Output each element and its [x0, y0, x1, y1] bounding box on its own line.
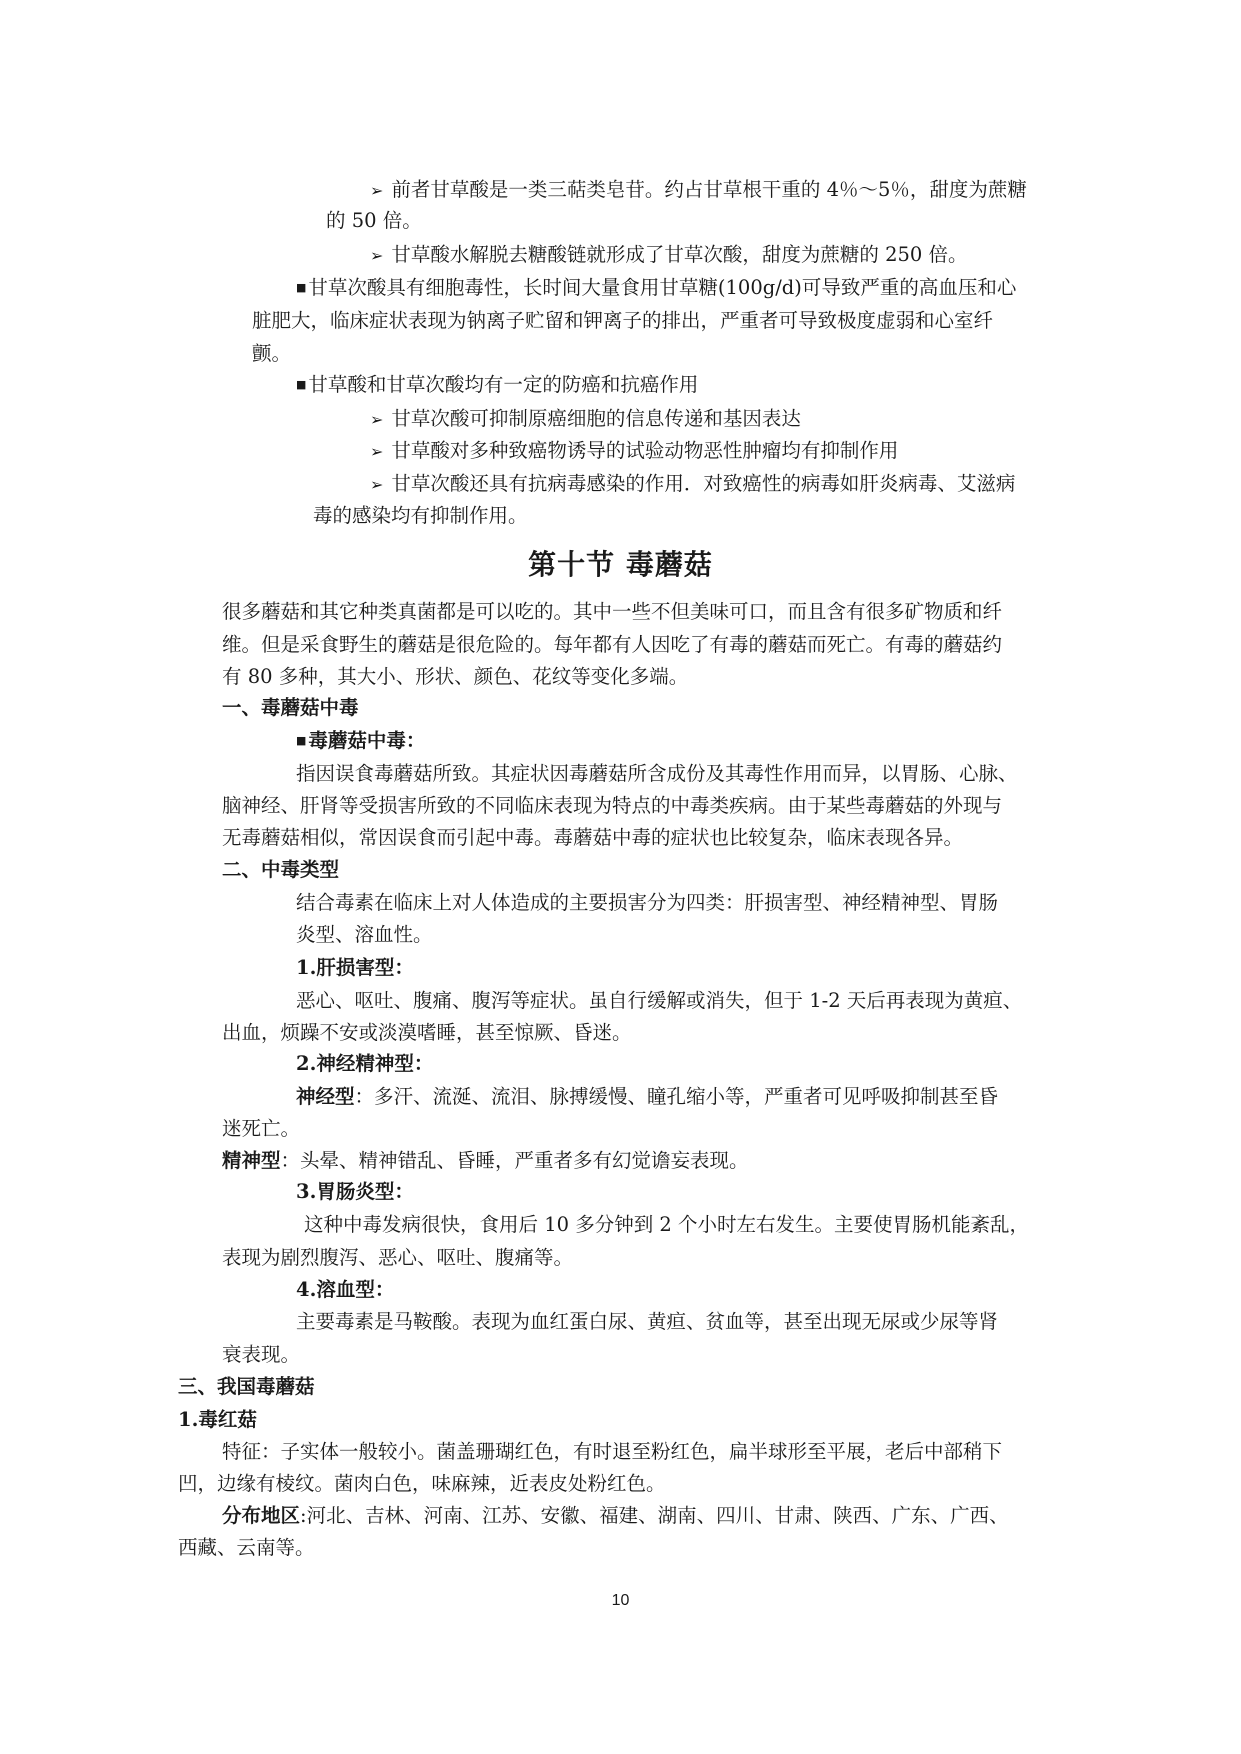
text-line: 迷死亡。: [222, 1117, 301, 1140]
bullet-sub: ➢ 甘草次酸可抑制原癌细胞的信息传递和基因表达: [370, 407, 801, 430]
bullet-glycyrrhizic-acid: ➢ 前者甘草酸是一类三萜类皂苷。约占甘草根干重的 4％～5％，甜度为蔗糖: [370, 178, 1027, 201]
psycho-line: 精神型：头晕、精神错乱、昏睡，严重者多有幻觉谵妄表现。: [222, 1149, 749, 1172]
text-line: 的 50 倍。: [326, 209, 422, 232]
bullet-sub: ➢ 甘草次酸还具有抗病毒感染的作用．对致癌性的病毒如肝炎病毒、艾滋病: [370, 472, 1016, 495]
type3-heading: 3.胃肠炎型：: [296, 1180, 414, 1203]
subheading-poisoning: ■ 毒蘑菇中毒：: [296, 729, 426, 752]
bullet-anticancer: ■ 甘草酸和甘草次酸均有一定的防癌和抗癌作用: [296, 373, 699, 396]
type4-heading: 4.溶血型：: [296, 1278, 395, 1301]
text-line: 毒的感染均有抑制作用。: [313, 504, 528, 527]
text-line: 主要毒素是马鞍酸。表现为血红蛋白尿、黄疸、贫血等，甚至出现无尿或少尿等肾: [296, 1310, 999, 1333]
text-line: 恶心、呕吐、腹痛、腹泻等症状。虽自行缓解或消失，但于 1-2 天后再表现为黄疸、: [296, 989, 1023, 1012]
intro-line: 维。但是采食野生的蘑菇是很危险的。每年都有人因吃了有毒的蘑菇而死亡。有毒的蘑菇约: [222, 633, 1003, 656]
intro-line: 很多蘑菇和其它种类真菌都是可以吃的。其中一些不但美味可口，而且含有很多矿物质和纤: [222, 600, 1003, 623]
text-line: 脏肥大，临床症状表现为钠离子贮留和钾离子的排出，严重者可导致极度虚弱和心室纤: [252, 309, 994, 332]
arrow-bullet-icon: ➢: [370, 246, 384, 265]
type1-heading: 1.肝损害型：: [296, 956, 414, 979]
type2-heading: 2.神经精神型：: [296, 1052, 434, 1075]
square-bullet-icon: ■: [296, 281, 307, 294]
text-line: 指因误食毒蘑菇所致。其症状因毒蘑菇所含成份及其毒性作用而异，以胃肠、心脉、: [296, 762, 1018, 785]
distribution-line: 分布地区:河北、吉林、河南、江苏、安徽、福建、湖南、四川、甘肃、陕西、广东、广西、: [222, 1504, 1009, 1527]
section-title: 第十节 毒蘑菇: [528, 548, 713, 581]
mushroom1-heading: 1.毒红菇: [178, 1408, 257, 1431]
bullet-glycyrrhetinic-acid: ➢ 甘草酸水解脱去糖酸链就形成了甘草次酸，甜度为蔗糖的 250 倍。: [370, 243, 968, 266]
text-line: 脑神经、肝肾等受损害所致的不同临床表现为特点的中毒类疾病。由于某些毒蘑菇的外现与: [222, 794, 1003, 817]
arrow-bullet-icon: ➢: [370, 181, 384, 200]
text-line: 结合毒素在临床上对人体造成的主要损害分为四类：肝损害型、神经精神型、胃肠: [296, 891, 999, 914]
neuro-line: 神经型：多汗、流涎、流泪、脉搏缓慢、瞳孔缩小等，严重者可见呼吸抑制甚至昏: [296, 1085, 999, 1108]
text-line: 这种中毒发病很快，食用后 10 多分钟到 2 个小时左右发生。主要使胃肠机能紊乱，: [304, 1213, 1030, 1236]
text-line: 出血，烦躁不安或淡漠嗜睡，甚至惊厥、昏迷。: [222, 1021, 632, 1044]
bullet-toxicity: ■ 甘草次酸具有细胞毒性，长时间大量食用甘草糖(100g/d)可导致严重的高血压和心: [296, 276, 1017, 299]
intro-line: 有 80 多种，其大小、形状、颜色、花纹等变化多端。: [222, 665, 689, 688]
arrow-bullet-icon: ➢: [370, 475, 384, 494]
arrow-bullet-icon: ➢: [370, 410, 384, 429]
text-line: 表现为剧烈腹泻、恶心、呕吐、腹痛等。: [222, 1246, 574, 1269]
text-line: 凹，边缘有棱纹。菌肉白色，味麻辣，近表皮处粉红色。: [178, 1472, 666, 1495]
square-bullet-icon: ■: [296, 734, 307, 747]
text-line: 衰表现。: [222, 1343, 301, 1366]
text-line: 西藏、云南等。: [178, 1536, 315, 1559]
heading-types: 二、中毒类型: [222, 858, 340, 881]
text-line: 颤。: [252, 342, 292, 365]
arrow-bullet-icon: ➢: [370, 442, 384, 461]
text-line: 无毒蘑菇相似，常因误食而引起中毒。毒蘑菇中毒的症状也比较复杂，临床表现各异。: [222, 826, 964, 849]
text-line: 炎型、溶血性。: [296, 923, 433, 946]
text-line: 特征：子实体一般较小。菌盖珊瑚红色，有时退至粉红色，扁半球形至平展，老后中部稍下: [222, 1440, 1003, 1463]
bullet-sub: ➢ 甘草酸对多种致癌物诱导的试验动物恶性肿瘤均有抑制作用: [370, 439, 899, 462]
page-number: 10: [611, 1592, 630, 1609]
heading-china-mushrooms: 三、我国毒蘑菇: [178, 1375, 315, 1398]
heading-poisoning: 一、毒蘑菇中毒: [222, 696, 359, 719]
square-bullet-icon: ■: [296, 378, 307, 391]
